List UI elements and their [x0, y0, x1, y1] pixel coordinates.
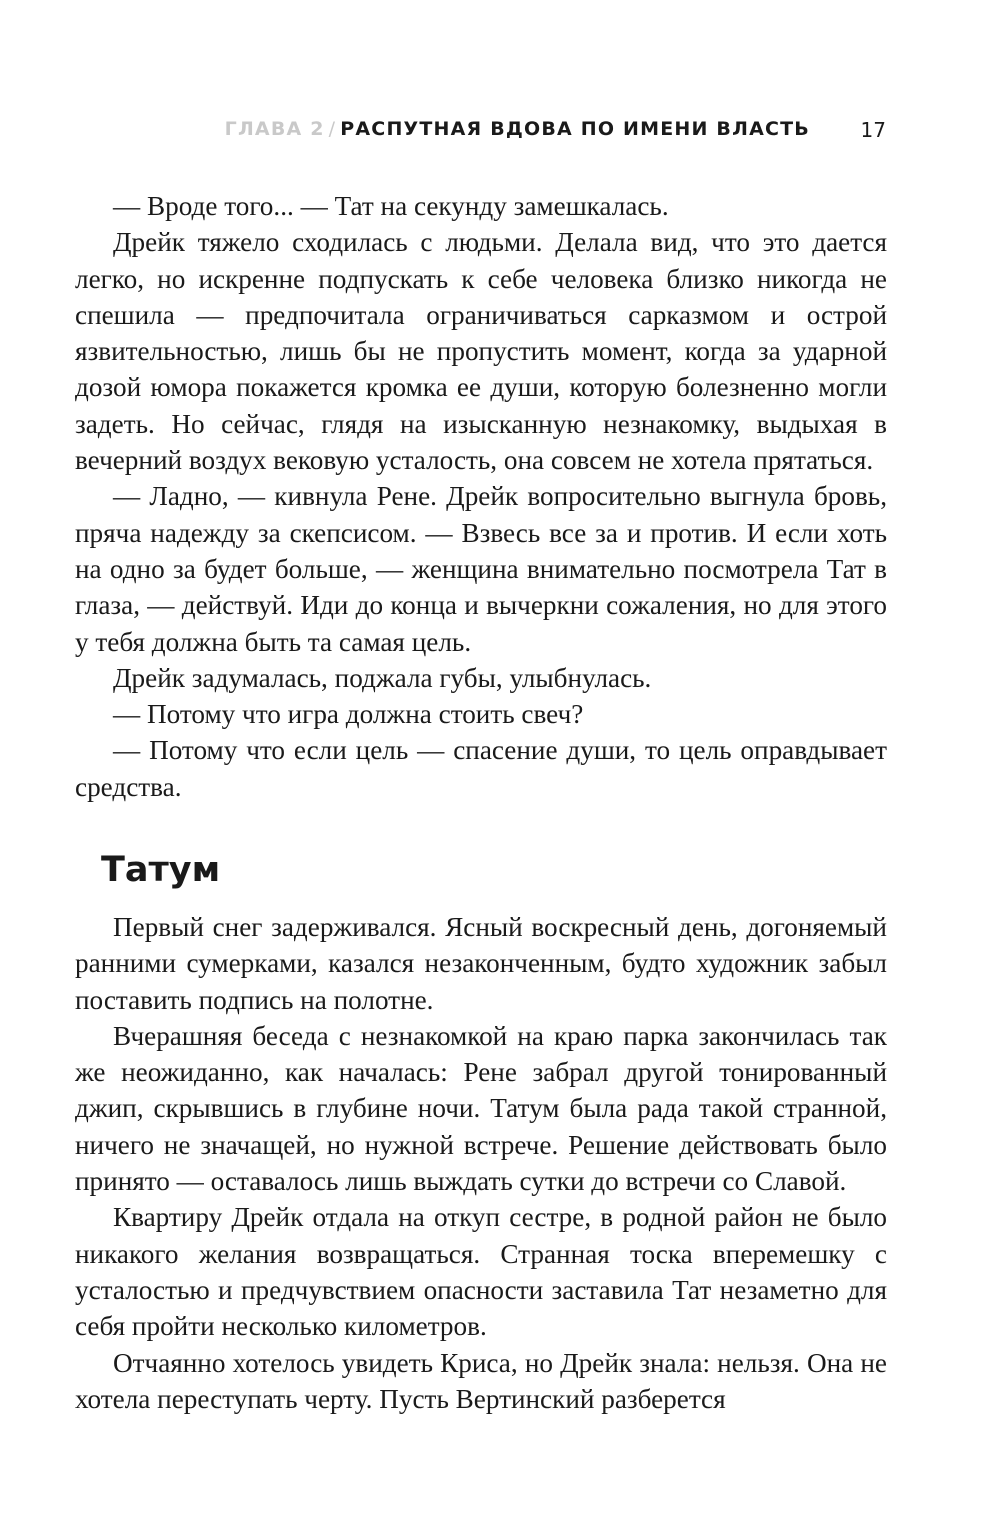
section-heading: Татум	[101, 850, 221, 890]
paragraph: Отчаянно хотелось увидеть Криса, но Дрейк знала: нельзя. Она не хотела переступать черту. Пусть Вертинский разберется	[75, 1347, 887, 1414]
text-block-before-heading	[75, 188, 887, 805]
paragraph: Вчерашняя беседа с незнакомкой на краю парка закончилась так же неожиданно, как началась: Рене забрал другой тонированный джип, скрывшись в глубине ночи. Татум была рада такой странной, ничего не значащей, но нужной встрече. Решение действовать было принято — оставалось лишь выждать сутки до встречи со Славой.	[75, 1020, 887, 1197]
paragraph: Первый снег задерживался. Ясный воскресный день, догоняемый ранними сумерками, казался незаконченным, будто художник забыл поставить подпись на полотне.	[75, 912, 887, 1015]
running-header-text	[225, 118, 810, 140]
paragraph: Дрейк тяжело сходилась с людьми. Делала вид, что это дается легко, но искренне подпускать к себе человека близко никогда не спешила — предпочитала ограничиваться сарказмом и острой язвительностью, лишь бы не пропустить момент, когда за ударной дозой юмора покажется кромка ее души, которую болезненно могли задеть. Но сейчас, глядя на изысканную незнакомку, выдыхая в вечерний воздух вековую усталость, она совсем не хотела прятаться.	[75, 227, 887, 476]
page-number: 17	[860, 118, 886, 142]
chapter-title: РАСПУТНАЯ ВДОВА ПО ИМЕНИ ВЛАСТЬ	[340, 118, 810, 140]
paragraph: Квартиру Дрейк отдала на откуп сестре, в родной район не было никакого желания возвращаться. Странная тоска вперемешку с усталостью и предчувствием опасности заставила Тат незаметно для себя пройти несколько километров.	[75, 1202, 887, 1342]
header-separator: /	[328, 118, 337, 140]
paragraph: — Потому что игра должна стоить свеч?	[113, 699, 584, 730]
chapter-label: ГЛАВА 2	[224, 118, 325, 140]
text-block-after-heading	[75, 909, 887, 1417]
paragraph: — Потому что если цель — спасение души, то цель оправдывает средства.	[75, 735, 887, 802]
paragraph: — Вроде того... — Тат на секунду замешкалась.	[113, 191, 669, 221]
running-header	[0, 112, 1000, 146]
paragraph: Дрейк задумалась, поджала губы, улыбнулась.	[113, 662, 652, 693]
paragraph: — Ладно, — кивнула Рене. Дрейк вопросительно выгнула бровь, пряча надежду за скепсисом. — Взвесь все за и против. И если хоть на одно за будет больше, — женщина внимательно посмотрела Тат в глаза, — действуй. Иди до конца и вычеркни сожаления, но для этого у тебя должна быть та самая цель.	[75, 481, 887, 657]
